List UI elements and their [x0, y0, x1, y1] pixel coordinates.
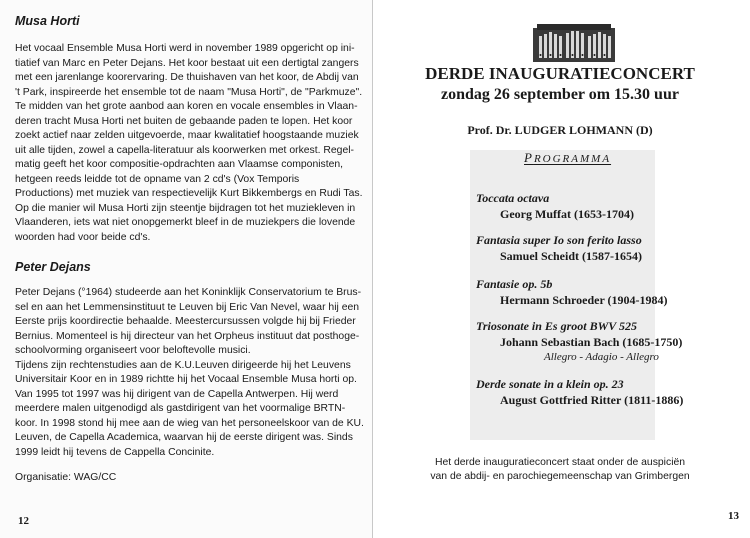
performer-name: Prof. Dr. LUDGER LOHMANN (D) — [467, 123, 653, 137]
musa-horti-paragraph — [15, 42, 365, 245]
paragraph-line: zoekt actief naar zelden uitgevoerde, maar kwalitatief hoogstaande muziek — [15, 130, 359, 141]
paragraph-line: Bernius. Momenteel is hij directeur van het Orpheus instituut dat posthoge- — [15, 330, 360, 342]
paragraph-line: Universitair Koor en in 1989 richtte hij het Vocaal Ensemble Musa horti op. — [15, 374, 357, 385]
paragraph-line: tiatief van Marc en Peter Dejans. Het koor bestaat uit een dertigtal zangers — [15, 57, 359, 69]
paragraph-line: Te midden van het grote aanbod aan koren en vocale ensembles in Vlaan- — [15, 101, 358, 112]
paragraph-line: sel en aan het Lemmensinstituut te Leuven bij Eric Van Nevel, waar hij een — [15, 301, 360, 313]
work-composer: Georg Muffat (1653-1704) — [500, 207, 634, 221]
paragraph-line: 't Park, inspireerde het ensemble tot de naam "Musa Horti", de "Parkmuze". — [15, 86, 363, 98]
paragraph-line: Eerste prijs koordirectie behaalde. Meestercursussen volgde hij bij Frieder — [15, 316, 356, 327]
footer-line: van de abdij- en parochiegemeenschap van Grimbergen — [430, 471, 690, 482]
paragraph-line: koor. In 1998 stond hij mee aan de wieg van het personeelskoor van de KU. — [15, 417, 364, 429]
paragraph-line: matig geeft het koor compositie-opdrachten aan Vlaamse componisten, — [15, 159, 344, 170]
musa-horti-heading: Musa Horti — [15, 14, 80, 28]
peter-dejans-paragraph — [15, 286, 365, 460]
paragraph-line: Op die manier wil Musa Horti zijn steentje bijdragen tot het muziekleven in — [15, 202, 356, 214]
work-composer: Hermann Schroeder (1904-1984) — [500, 293, 668, 307]
paragraph-line: schoolvorming organiseert voor beloftevolle musici. — [15, 345, 251, 356]
paragraph-line: Het vocaal Ensemble Musa Horti werd in november 1989 opgericht op ini- — [15, 43, 355, 54]
program-item — [476, 376, 683, 408]
program-item — [476, 276, 668, 308]
work-title: Toccata octava — [476, 191, 550, 205]
paragraph-line: Peter Dejans (°1964) studeerde aan het Koninklijk Conservatorium te Brus- — [15, 287, 362, 298]
program-item — [476, 190, 634, 222]
program-item — [476, 318, 682, 364]
paragraph-line: 1999 leidt hij tevens de Cappella Concinite. — [15, 446, 215, 458]
left-page — [0, 0, 372, 538]
concert-date: zondag 26 september om 15.30 uur — [441, 86, 679, 103]
paragraph-line: met een jarenlange koorervaring. De thuishaven van het koor, de Abdij van — [15, 72, 359, 83]
paragraph-line: Vlaanderen, iets wat niet onopgemerkt bleef in de muziekpers die lovende — [15, 217, 356, 228]
work-tempo: Allegro - Adagio - Allegro — [544, 351, 659, 363]
program-heading-rest: ROGRAMMA — [533, 153, 612, 165]
organ-pipes-icon — [533, 22, 615, 62]
paragraph-line: uit alle tijden, zowel a capella-literatuur als koorwerken met orkest. Regel- — [15, 144, 355, 156]
footer-line: Het derde inauguratieconcert staat onder de auspiciën — [434, 457, 686, 468]
paragraph-line: deren tracht Musa Horti net buiten de gebaande paden te lopen. Het koor — [15, 115, 353, 127]
page-number-right: 13 — [728, 510, 739, 522]
paragraph-line: Productions) met muziek van respectievelijk Kurt Bikkembergs en Rudi Tas. — [15, 188, 363, 199]
auspices-note — [380, 456, 740, 484]
work-title: Fantasie op. 5b — [476, 277, 553, 291]
program-item — [476, 232, 642, 264]
paragraph-line: Tijdens zijn rechtenstudies aan de K.U.Leuven dirigeerde hij het Leuvens — [15, 359, 351, 371]
work-title: Fantasia super Io son ferito lasso — [476, 233, 642, 247]
work-composer: Samuel Scheidt (1587-1654) — [500, 249, 642, 263]
paragraph-line: woorden had voor beide cd's. — [15, 231, 151, 243]
peter-dejans-heading: Peter Dejans — [15, 260, 91, 274]
program-heading-initial: P — [524, 150, 534, 165]
work-title: Derde sonate in a klein op. 23 — [476, 377, 624, 391]
concert-title: DERDE INAUGURATIECONCERT — [425, 64, 695, 83]
paragraph-line: Van 1995 tot 1997 was hij dirigent van de Capella Antwerpen. Hij werd — [15, 388, 339, 400]
work-composer: Johann Sebastian Bach (1685-1750) — [500, 335, 683, 349]
work-composer: August Gottfried Ritter (1811-1886) — [500, 393, 684, 407]
organisation-credit: Organisatie: WAG/CC — [15, 472, 117, 483]
paragraph-line: Leuven, de Capella Academica, waarvan hij de eerste dirigent was. Sinds — [15, 432, 353, 443]
paragraph-line: meerdere malen uitgenodigd als gastdirigent van het voormalige BRTN- — [15, 403, 346, 414]
paragraph-line: hetgeen reeds leidde tot de opname van 2 cd's (Vox Temporis — [15, 173, 300, 185]
work-title: Triosonate in Es groot BWV 525 — [476, 319, 638, 333]
program-heading — [524, 150, 611, 166]
page-number-left: 12 — [18, 515, 29, 527]
